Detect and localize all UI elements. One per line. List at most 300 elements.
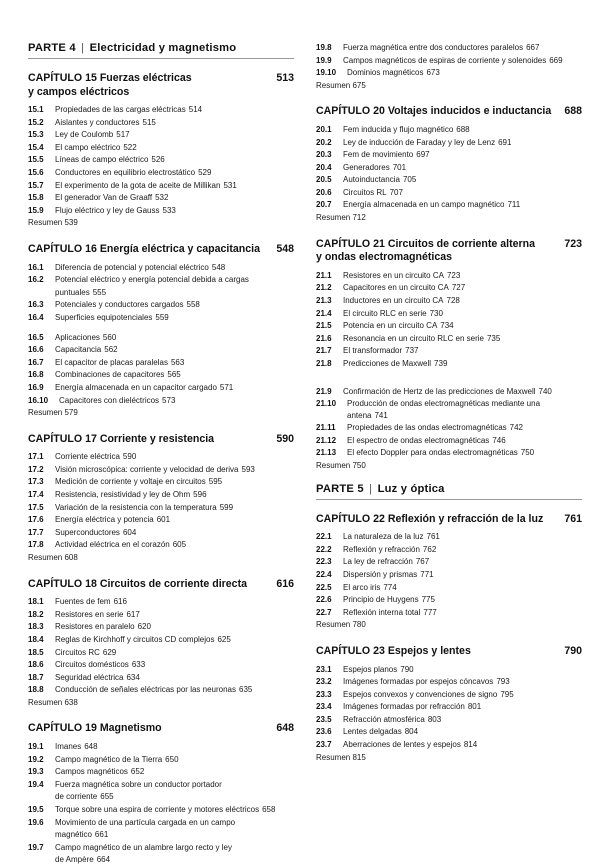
entry-page: 658 [262, 805, 276, 814]
entry-text: de corriente 655 [55, 792, 114, 802]
entry-page: 777 [423, 607, 437, 617]
right-column [316, 42, 582, 763]
toc-entry[interactable] [28, 489, 294, 501]
toc-entry[interactable] [28, 684, 294, 696]
chapter-summary-20[interactable]: Resumen 712 [316, 213, 366, 223]
toc-entry[interactable] [316, 320, 582, 332]
entry-number: 17.7 [28, 527, 44, 537]
chapter-entries-21 [316, 270, 582, 472]
entry-text: Capacitancia 562 [55, 345, 118, 355]
entry-text: Imágenes formadas por espejos cóncavos 793 [343, 677, 510, 687]
toc-entry[interactable] [28, 634, 294, 646]
entry-text: puntuales 555 [55, 287, 107, 297]
entry-text: Medición de corriente y voltaje en circuitos 595 [55, 477, 223, 487]
entry-number: 21.6 [316, 333, 332, 343]
toc-entry[interactable] [316, 308, 582, 320]
entry-number: 23.7 [316, 740, 332, 750]
toc-entry[interactable] [316, 676, 582, 688]
entry-number: 19.8 [316, 43, 332, 52]
entry-text: Fuerza magnética sobre un conductor portador [55, 779, 294, 791]
entry-number: 20.5 [316, 175, 332, 185]
entry-text: Fuerza magnética entre dos conductores paralelos 667 [343, 43, 540, 52]
entry-page: 533 [162, 205, 176, 215]
entry-number: 21.2 [316, 283, 332, 293]
entry-text: El generador Van de Graaff 532 [55, 193, 169, 203]
toc-entry[interactable] [316, 67, 582, 79]
entry-text: La naturaleza de la luz 761 [343, 532, 440, 542]
toc-entry[interactable] [316, 124, 582, 136]
chapter-page-16: 548 [276, 243, 294, 256]
toc-entry[interactable] [316, 270, 582, 282]
toc-entry-cont[interactable] [28, 829, 294, 841]
toc-entry[interactable] [28, 502, 294, 514]
entry-page: 634 [126, 672, 140, 682]
entry-number: 18.1 [28, 597, 44, 607]
entry-number: 21.4 [316, 308, 332, 318]
toc-entry[interactable] [316, 594, 582, 606]
toc-entry[interactable] [316, 398, 582, 421]
toc-entry[interactable] [28, 154, 294, 166]
entry-number: 21.1 [316, 270, 332, 280]
entry-page: 563 [170, 357, 185, 367]
entry-page: 599 [219, 502, 234, 512]
toc-entry[interactable] [316, 42, 582, 54]
toc-entry[interactable] [316, 569, 582, 581]
toc-entry[interactable] [28, 357, 294, 369]
entry-page: 605 [172, 540, 187, 550]
entry-text: Corriente eléctrica 590 [55, 452, 137, 462]
chapter-title-line2: y campos eléctricos [28, 85, 130, 98]
entry-page: 803 [427, 714, 442, 724]
entry-text: Seguridad eléctrica 634 [55, 672, 140, 682]
chapter-entries-22 [316, 531, 582, 631]
toc-entry[interactable] [28, 369, 294, 381]
entry-text: Lentes delgadas 804 [343, 727, 419, 737]
chapter-title-17: CAPÍTULO 17 Corriente y resistencia [28, 432, 215, 445]
toc-entry[interactable] [28, 117, 294, 129]
entry-page: 734 [440, 321, 454, 331]
entry-number: 22.4 [316, 570, 332, 579]
entry-page: 593 [241, 464, 255, 474]
chapter-title-line1: CAPÍTULO 21 Circuitos de corriente alterna [316, 237, 535, 250]
chapter-heading-19[interactable] [28, 722, 294, 736]
toc-entry[interactable] [316, 739, 582, 751]
toc-entry[interactable] [28, 104, 294, 116]
toc-entry[interactable] [28, 596, 294, 608]
chapter-entries-20 [316, 124, 582, 224]
left-column [28, 42, 294, 867]
toc-entry[interactable] [28, 647, 294, 659]
entry-page: 620 [137, 622, 151, 632]
entry-text: Conducción de señales eléctricas por las neuronas 635 [55, 685, 253, 695]
entry-page: 673 [426, 68, 440, 78]
toc-entry[interactable] [28, 395, 294, 407]
entry-text: Resonancia en un circuito RLC en serie 735 [343, 333, 501, 343]
toc-entry[interactable] [316, 149, 582, 161]
chapter-heading-21[interactable] [316, 238, 582, 265]
entry-number: 17.5 [28, 502, 44, 512]
toc-entry[interactable] [316, 187, 582, 199]
toc-entry[interactable] [316, 664, 582, 676]
entry-number: 22.3 [316, 557, 332, 567]
chapter-page-22: 761 [564, 512, 582, 525]
entry-page: 739 [434, 358, 448, 368]
entry-text: Resistores en serie 617 [55, 609, 140, 619]
part-label: PARTE 5 [316, 482, 364, 495]
toc-entry-cont[interactable] [28, 287, 294, 299]
entry-text: Ley de Coulomb 517 [55, 130, 130, 140]
entry-number: 23.3 [316, 689, 332, 699]
entry-page: 761 [426, 532, 440, 542]
entry-text: Capacitores en un circuito CA 727 [343, 283, 466, 293]
entry-number: 21.8 [316, 358, 332, 368]
entry-number: 22.1 [316, 532, 332, 542]
toc-entry[interactable] [28, 609, 294, 621]
entry-number: 15.8 [28, 193, 44, 203]
entry-number: 19.3 [28, 767, 44, 777]
entry-number: 17.1 [28, 452, 44, 462]
entry-number: 23.4 [316, 702, 332, 712]
entry-number: 15.5 [28, 155, 44, 165]
entry-number [28, 287, 55, 299]
entry-page: 571 [219, 382, 234, 392]
entry-page: 735 [486, 333, 501, 343]
entry-text: Inductores en un circuito CA 728 [343, 295, 460, 305]
entry-text: El arco iris 774 [343, 582, 397, 592]
entry-number: 20.1 [316, 124, 332, 134]
entry-text: Resistencia, resistividad y ley de Ohm 596 [55, 490, 207, 500]
entry-number: 16.1 [28, 262, 44, 272]
entry-text: Resistores en paralelo 620 [55, 622, 151, 632]
chapter-entries-23 [316, 664, 582, 764]
part-title: Electricidad y magnetismo [89, 42, 237, 54]
entry-page: 648 [84, 742, 98, 752]
entry-page: 707 [389, 187, 403, 197]
entry-page: 596 [193, 490, 207, 500]
toc-entry[interactable] [316, 531, 582, 543]
entry-number [28, 829, 55, 841]
entry-page: 526 [151, 155, 165, 165]
toc-entry[interactable] [28, 842, 294, 854]
entry-text: Movimiento de una partícula cargada en un campo [55, 817, 294, 829]
entry-text: Resistores en un circuito CA 723 [343, 270, 461, 280]
entry-text: Producción de ondas electromagnéticas mediante una antena 741 [347, 399, 541, 420]
toc-entry[interactable] [28, 142, 294, 154]
toc-columns [28, 42, 582, 867]
entry-number: 15.1 [28, 105, 44, 115]
toc-entry[interactable] [28, 167, 294, 179]
chapter-summary-18[interactable]: Resumen 638 [28, 697, 78, 707]
entry-text: Torque sobre una espira de corriente y motores eléctricos 658 [55, 805, 276, 814]
toc-entry[interactable] [316, 55, 582, 67]
entry-number: 19.2 [28, 754, 44, 764]
chapter-title-line1: CAPÍTULO 15 Fuerzas eléctricas [28, 72, 192, 84]
entry-page: 531 [223, 180, 237, 190]
toc-entry[interactable] [316, 282, 582, 294]
toc-entry[interactable] [316, 295, 582, 307]
entry-page: 742 [509, 423, 524, 433]
entry-page: 529 [198, 168, 212, 178]
entry-text: Principio de Huygens 775 [343, 595, 435, 605]
entry-number: 15.4 [28, 142, 44, 152]
entry-page: 669 [549, 55, 563, 65]
toc-entry[interactable] [316, 345, 582, 357]
chapter-page-19: 648 [276, 722, 294, 735]
entry-text: de Ampère 664 [55, 855, 111, 865]
entry-number: 15.2 [28, 117, 44, 127]
entry-number: 18.3 [28, 622, 44, 632]
toc-entry[interactable] [28, 779, 294, 791]
entry-text: El campo eléctrico 522 [55, 142, 137, 152]
entry-text: Reflexión interna total 777 [343, 607, 437, 617]
entry-number: 21.10 [316, 399, 337, 409]
entry-text: Energía almacenada en un campo magnético 711 [343, 200, 521, 210]
entry-text: El capacitor de placas paralelas 563 [55, 357, 185, 367]
toc-entry[interactable] [28, 451, 294, 463]
chapter-summary-17[interactable]: Resumen 608 [28, 553, 78, 562]
chapter-heading-20[interactable] [316, 105, 582, 119]
entry-text: Espejos convexos y convenciones de signo 795 [343, 689, 514, 699]
chapter-heading-22[interactable] [316, 513, 582, 527]
entry-text: El efecto Doppler para ondas electromagnéticas 750 [347, 448, 535, 458]
entry-page: 629 [102, 647, 117, 657]
entry-page [249, 275, 252, 284]
entry-text: Fem inducida y flujo magnético 688 [343, 124, 470, 134]
toc-entry[interactable] [28, 344, 294, 356]
chapter-title-19: CAPÍTULO 19 Magnetismo [28, 722, 162, 735]
entry-number: 20.7 [316, 200, 332, 210]
toc-entry[interactable] [316, 435, 582, 447]
entry-text: Circuitos RL 707 [343, 187, 403, 197]
entry-page: 723 [446, 270, 461, 280]
entry-number: 23.2 [316, 677, 332, 687]
entry-page: 730 [429, 308, 443, 318]
entry-number: 16.5 [28, 332, 44, 342]
toc-entry[interactable] [316, 726, 582, 738]
chapter-heading-23[interactable] [316, 645, 582, 659]
entry-number: 16.6 [28, 345, 44, 355]
chapter-entries-16 [28, 262, 294, 419]
entry-number: 20.4 [316, 162, 332, 172]
part-heading-4 [28, 42, 294, 59]
toc-entry[interactable] [28, 180, 294, 192]
toc-entry[interactable] [28, 741, 294, 753]
entry-page: 616 [113, 597, 127, 607]
entry-number: 21.5 [316, 321, 332, 331]
toc-entry[interactable] [28, 527, 294, 539]
toc-entry[interactable] [28, 804, 294, 816]
entry-page: 522 [123, 142, 137, 152]
entry-text: Imágenes formadas por refracción 801 [343, 702, 482, 712]
toc-entry[interactable] [28, 817, 294, 829]
entry-text: Reflexión y refracción 762 [343, 544, 437, 554]
entry-text: Circuitos RC 629 [55, 647, 117, 657]
toc-entry[interactable] [316, 174, 582, 186]
toc-entry[interactable] [28, 476, 294, 488]
entry-number: 18.5 [28, 647, 44, 657]
entry-number: 22.5 [316, 582, 332, 592]
entry-page: 740 [538, 386, 552, 396]
chapter-summary-21[interactable]: Resumen 750 [316, 461, 366, 471]
toc-entry[interactable] [28, 464, 294, 476]
chapter-summary-22[interactable]: Resumen 780 [316, 620, 366, 630]
entry-page: 661 [94, 830, 109, 840]
entry-page: 604 [122, 527, 137, 537]
chapter-page-20: 688 [564, 105, 582, 118]
entry-page: 667 [526, 43, 540, 52]
toc-entry[interactable] [316, 137, 582, 149]
chapter-title-20: CAPÍTULO 20 Voltajes inducidos e inductancia [316, 105, 552, 118]
toc-entry[interactable] [316, 199, 582, 211]
entry-number: 22.7 [316, 607, 332, 617]
entry-page: 711 [507, 200, 521, 210]
entry-text: Energía eléctrica y potencia 601 [55, 515, 171, 525]
toc-entry[interactable] [316, 422, 582, 434]
entry-number: 16.8 [28, 370, 44, 380]
entry-text: Visión microscópica: corriente y velocidad de deriva 593 [55, 464, 255, 474]
entry-text: El espectro de ondas electromagnéticas 746 [347, 435, 506, 445]
entry-text: Actividad eléctrica en el corazón 605 [55, 540, 187, 550]
entry-page: 655 [100, 792, 114, 802]
entry-number: 17.4 [28, 490, 44, 500]
entry-number: 20.3 [316, 150, 332, 160]
chapter-summary-23[interactable]: Resumen 815 [316, 752, 366, 762]
toc-entry-cont[interactable] [28, 854, 294, 866]
chapter-heading-16[interactable] [28, 243, 294, 257]
toc-entry[interactable] [316, 701, 582, 713]
entry-number: 20.2 [316, 137, 332, 147]
entry-page: 562 [104, 345, 118, 355]
toc-entry[interactable] [316, 607, 582, 619]
toc-entry[interactable] [28, 539, 294, 551]
entry-text: Aberraciones de lentes y espejos 814 [343, 740, 478, 750]
entry-page [235, 818, 238, 827]
toc-entry[interactable] [28, 299, 294, 311]
entry-page: 633 [131, 660, 146, 670]
toc-entry[interactable] [28, 672, 294, 684]
entry-number: 19.10 [316, 68, 337, 78]
entry-text: El experimento de la gota de aceite de Millikan 531 [55, 180, 237, 190]
entry-page: 774 [383, 582, 397, 592]
entry-page: 790 [400, 664, 414, 674]
entry-number: 16.2 [28, 275, 44, 285]
toc-entry[interactable] [28, 766, 294, 778]
entry-text: Flujo eléctrico y ley de Gauss 533 [55, 205, 176, 215]
chapter-entries-17 [28, 451, 294, 563]
chapter-heading-17[interactable] [28, 433, 294, 447]
entry-page: 697 [416, 150, 430, 160]
chapter-entries-15 [28, 104, 294, 229]
entry-text: Confirmación de Hertz de las predicciones de Maxwell 740 [343, 386, 552, 396]
toc-entry[interactable] [316, 544, 582, 556]
entry-page: 514 [188, 105, 203, 115]
chapter-entries-19-cont [316, 42, 582, 91]
entry-page: 590 [122, 452, 137, 462]
entry-page: 688 [456, 124, 470, 134]
toc-entry[interactable] [28, 262, 294, 274]
toc-entry[interactable] [316, 447, 582, 459]
entry-page: 701 [392, 162, 407, 172]
entry-number: 16.4 [28, 312, 44, 322]
chapter-summary-16[interactable]: Resumen 579 [28, 408, 78, 418]
chapter-heading-15[interactable] [28, 72, 294, 99]
entry-text: La ley de refracción 767 [343, 557, 430, 567]
toc-entry[interactable] [28, 382, 294, 394]
toc-entry[interactable] [28, 205, 294, 217]
entry-page: 595 [208, 477, 223, 487]
toc-entry-cont[interactable] [28, 791, 294, 803]
entry-page: 573 [162, 395, 176, 405]
chapter-title-line2: y ondas electromagnéticas [316, 251, 453, 264]
toc-entry[interactable] [28, 754, 294, 766]
entry-number: 18.2 [28, 609, 44, 619]
part-label: PARTE 4 [28, 42, 76, 54]
entry-number: 21.3 [316, 295, 332, 305]
chapter-summary-15[interactable]: Resumen 539 [28, 218, 78, 228]
entry-page: 750 [520, 448, 535, 458]
entry-text: Capacitores con dieléctricos 573 [59, 395, 176, 405]
entry-text: magnético 661 [55, 830, 109, 840]
entry-number: 23.1 [316, 664, 332, 674]
toc-entry[interactable] [316, 358, 582, 370]
toc-entry[interactable] [316, 582, 582, 594]
entry-text: Potenciales y conductores cargados 558 [55, 300, 200, 310]
toc-entry[interactable] [28, 332, 294, 344]
toc-entry[interactable] [28, 312, 294, 324]
entry-page: 691 [498, 137, 512, 147]
chapter-summary-19[interactable]: Resumen 675 [316, 80, 366, 90]
entry-page: 515 [142, 117, 156, 127]
entry-number: 18.6 [28, 660, 44, 670]
toc-entry[interactable] [316, 689, 582, 701]
entry-page: 601 [156, 515, 171, 525]
toc-entry[interactable] [28, 192, 294, 204]
chapter-title-22: CAPÍTULO 22 Reflexión y refracción de la luz [316, 512, 544, 525]
toc-entry[interactable] [28, 621, 294, 633]
toc-entry[interactable] [28, 659, 294, 671]
toc-entry[interactable] [316, 714, 582, 726]
entry-number: 23.5 [316, 714, 332, 724]
chapter-heading-18[interactable] [28, 578, 294, 592]
entry-number: 15.6 [28, 168, 44, 178]
entry-text: Reglas de Kirchhoff y circuitos CD complejos 625 [55, 634, 231, 644]
entry-number: 18.4 [28, 634, 44, 644]
entry-number: 21.9 [316, 386, 332, 396]
entry-page: 548 [211, 262, 226, 272]
entry-text: Campo magnético de la Tierra 650 [55, 754, 179, 764]
entry-page: 775 [421, 595, 435, 605]
entry-text: El transformador 737 [343, 346, 419, 356]
toc-entry[interactable] [316, 386, 582, 398]
toc-entry[interactable] [316, 162, 582, 174]
entry-number: 21.12 [316, 435, 337, 445]
toc-entry[interactable] [28, 274, 294, 286]
entry-page: 558 [186, 300, 200, 310]
entry-number: 22.2 [316, 544, 332, 554]
toc-entry[interactable] [28, 129, 294, 141]
entry-text: Campo magnético de un alambre largo recto y ley [55, 842, 294, 854]
toc-entry[interactable] [316, 556, 582, 568]
entry-text: Ley de inducción de Faraday y ley de Lenz 691 [343, 137, 512, 147]
entry-text: Dispersión y prismas 771 [343, 570, 434, 579]
entry-text: Fem de movimiento 697 [343, 150, 430, 160]
toc-entry[interactable] [316, 333, 582, 345]
entry-text: Conductores en equilibrio electrostático 529 [55, 168, 212, 178]
chapter-title-16: CAPÍTULO 16 Energía eléctrica y capacitancia [28, 243, 260, 256]
entry-text: Campos magnéticos de espiras de corriente y solenoides 669 [343, 55, 563, 65]
entry-page: 650 [165, 754, 179, 764]
toc-entry[interactable] [28, 514, 294, 526]
